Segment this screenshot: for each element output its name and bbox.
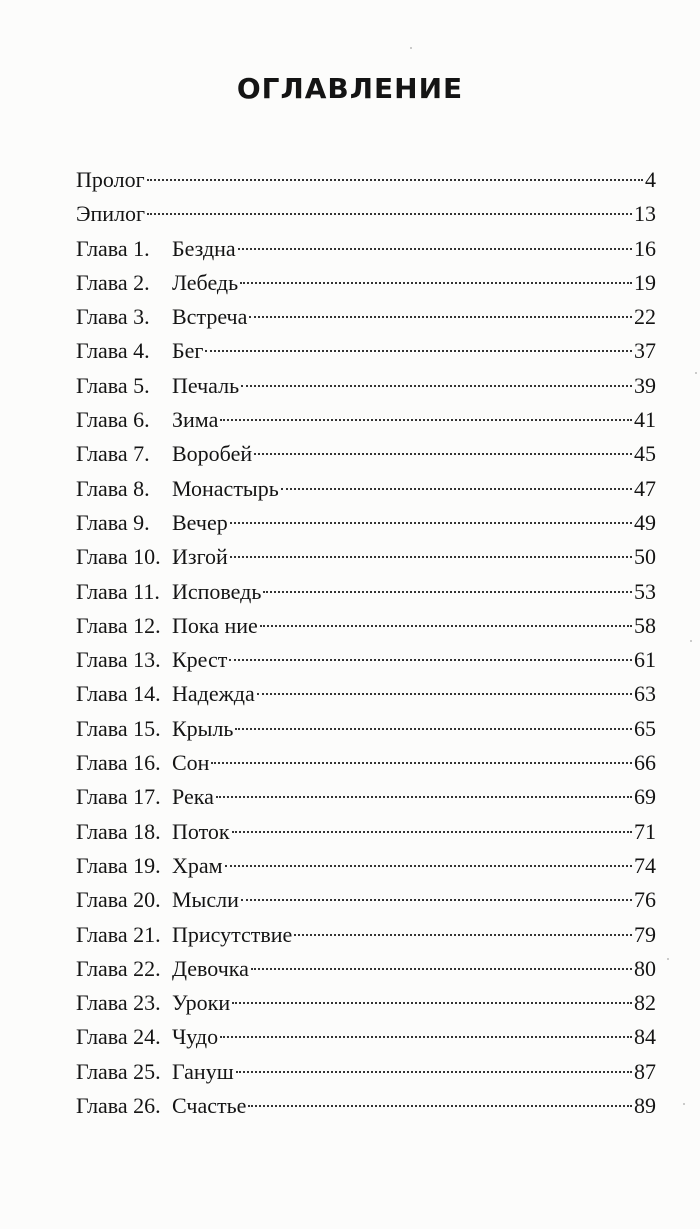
- dot-leader: [147, 213, 632, 215]
- toc-chapter-title: Пока ние: [172, 612, 258, 638]
- toc-chapter-title: Бездна: [172, 235, 236, 261]
- toc-entry: [76, 1055, 656, 1089]
- toc-chapter-title: Река: [172, 784, 214, 810]
- paper-speck: [410, 47, 412, 49]
- toc-chapter-number: Глава 9.: [76, 509, 150, 535]
- toc-page-number: 50: [634, 544, 656, 570]
- toc-chapter-number: Глава 18.: [76, 818, 161, 844]
- toc-entry: [76, 815, 656, 849]
- toc-entry-label: [76, 300, 247, 334]
- toc-chapter-title: Воробей: [172, 441, 253, 467]
- toc-entry: [76, 677, 656, 711]
- toc-chapter-title: Вечер: [172, 509, 228, 535]
- toc-entry-label: [76, 780, 214, 814]
- toc-entry-label: [76, 643, 227, 677]
- dot-leader: [263, 591, 632, 593]
- toc-chapter-number: Глава 16.: [76, 750, 161, 776]
- toc-chapter-number: Глава 26.: [76, 1093, 161, 1119]
- toc-chapter-title: Храм: [172, 852, 223, 878]
- dot-leader: [241, 899, 632, 901]
- dot-leader: [249, 316, 632, 318]
- toc-chapter-number: Глава 15.: [76, 715, 161, 741]
- toc-page-number: 87: [634, 1058, 656, 1084]
- toc-entry-label: [76, 506, 228, 540]
- toc-page-number: 89: [634, 1093, 656, 1119]
- toc-page-number: 74: [634, 852, 656, 878]
- toc-chapter-title: Чудо: [172, 1024, 219, 1050]
- toc-page-number: 80: [634, 955, 656, 981]
- toc-page-number: 39: [634, 372, 656, 398]
- toc-chapter-number: Глава 10.: [76, 544, 161, 570]
- toc-entry-label: [76, 918, 292, 952]
- toc-page-number: 76: [634, 887, 656, 913]
- dot-leader: [260, 625, 632, 627]
- toc-page-number: 66: [634, 750, 656, 776]
- toc-chapter-number: Глава 11.: [76, 578, 160, 604]
- toc-chapter-title: Мысли: [172, 887, 239, 913]
- toc-chapter-number: Глава 23.: [76, 990, 161, 1016]
- toc-page-number: 47: [634, 475, 656, 501]
- toc-page-number: 71: [634, 818, 656, 844]
- toc-chapter-title: Бег: [172, 338, 204, 364]
- dot-leader: [235, 728, 632, 730]
- toc-entry: [76, 952, 656, 986]
- dot-leader: [254, 453, 632, 455]
- toc-entry: [76, 1020, 656, 1054]
- toc-entry-label: [76, 334, 203, 368]
- toc-chapter-number: Глава 5.: [76, 372, 150, 398]
- toc-chapter-title: Крыль: [172, 715, 234, 741]
- toc-chapter-title: Счастье: [172, 1093, 247, 1119]
- toc-entry-label: [76, 609, 258, 643]
- page-title: ОГЛАВЛЕНИЕ: [236, 72, 464, 105]
- toc-page-number: 4: [645, 167, 656, 192]
- toc-page-number: 63: [634, 681, 656, 707]
- dot-leader: [236, 1071, 632, 1073]
- toc-entry: [76, 1089, 656, 1123]
- toc-entry: [76, 437, 656, 471]
- toc-chapter-number: Глава 7.: [76, 441, 150, 467]
- toc-entry-label: [76, 986, 230, 1020]
- dot-leader: [232, 1002, 632, 1004]
- toc-entry: [76, 506, 656, 540]
- toc-page-number: 53: [634, 578, 656, 604]
- dot-leader: [294, 934, 632, 936]
- toc-entry: [76, 266, 656, 300]
- toc-entry: [76, 849, 656, 883]
- toc-chapter-title: Поток: [172, 818, 230, 844]
- toc-page-number: 69: [634, 784, 656, 810]
- toc-chapter-number: Глава 1.: [76, 235, 150, 261]
- toc-page-number: 82: [634, 990, 656, 1016]
- toc-chapter-title: Уроки: [172, 990, 231, 1016]
- toc-entry-label: [76, 952, 249, 986]
- toc-chapter-number: Глава 19.: [76, 852, 161, 878]
- paper-speck: [690, 640, 692, 642]
- toc-chapter-number: Глава 12.: [76, 612, 161, 638]
- toc-page-number: 65: [634, 715, 656, 741]
- toc-entry-label: [76, 163, 145, 197]
- dot-leader: [230, 556, 632, 558]
- toc-chapter-number: Глава 8.: [76, 475, 150, 501]
- dot-leader: [248, 1105, 632, 1107]
- dot-leader: [229, 659, 632, 661]
- toc-chapter-number: Глава 14.: [76, 681, 161, 707]
- toc-page-number: 19: [634, 269, 656, 295]
- toc-entry: [76, 334, 656, 368]
- toc-page-number: 45: [634, 441, 656, 467]
- toc-entry: [76, 918, 656, 952]
- toc-chapter-title: Монастырь: [172, 475, 279, 501]
- toc-entry: [76, 163, 656, 197]
- table-of-contents: [76, 163, 656, 1123]
- toc-page-number: 37: [634, 338, 656, 364]
- toc-entry-label: [76, 746, 209, 780]
- toc-chapter-title: Исповедь: [172, 578, 262, 604]
- dot-leader: [220, 1036, 632, 1038]
- paper-speck: [695, 372, 697, 374]
- toc-entry-label: [76, 232, 236, 266]
- toc-chapter-number: Глава 21.: [76, 921, 161, 947]
- dot-leader: [257, 693, 632, 695]
- dot-leader: [281, 488, 632, 490]
- toc-entry-label: [76, 1055, 234, 1089]
- toc-page-number: 61: [634, 647, 656, 673]
- toc-chapter-number: Глава 20.: [76, 887, 161, 913]
- toc-page-number: 41: [634, 407, 656, 433]
- toc-entry-label: [76, 1020, 218, 1054]
- toc-chapter-title: Печаль: [172, 372, 240, 398]
- toc-entry: [76, 403, 656, 437]
- dot-leader: [220, 419, 632, 421]
- dot-leader: [232, 831, 632, 833]
- toc-entry: [76, 883, 656, 917]
- toc-entry-label: [76, 197, 145, 231]
- toc-chapter-title: Сон: [172, 750, 210, 776]
- toc-entry-label: [76, 849, 223, 883]
- toc-entry-label: [76, 712, 233, 746]
- dot-leader: [240, 282, 632, 284]
- paper-speck: [683, 1103, 685, 1105]
- toc-entry-label: [76, 472, 279, 506]
- toc-entry-label: [76, 677, 255, 711]
- toc-chapter-number: Глава 22.: [76, 955, 161, 981]
- dot-leader: [251, 968, 632, 970]
- toc-page-number: 16: [634, 235, 656, 261]
- toc-entry: [76, 609, 656, 643]
- toc-chapter-number: Глава 25.: [76, 1058, 161, 1084]
- toc-chapter-number: Глава 24.: [76, 1024, 161, 1050]
- toc-entry: [76, 643, 656, 677]
- toc-chapter-number: Эпилог: [76, 201, 146, 227]
- dot-leader: [205, 350, 632, 352]
- toc-entry: [76, 712, 656, 746]
- dot-leader: [241, 385, 632, 387]
- toc-page-number: 84: [634, 1024, 656, 1050]
- toc-chapter-title: Лебедь: [172, 269, 239, 295]
- toc-page-number: 79: [634, 921, 656, 947]
- toc-entry: [76, 369, 656, 403]
- toc-chapter-title: Девочка: [172, 955, 249, 981]
- toc-entry-label: [76, 1089, 246, 1123]
- toc-entry: [76, 746, 656, 780]
- toc-chapter-number: Глава 13.: [76, 647, 161, 673]
- toc-chapter-number: Глава 2.: [76, 269, 150, 295]
- toc-page-number: 22: [634, 304, 656, 330]
- toc-chapter-title: Гануш: [172, 1058, 234, 1084]
- toc-entry: [76, 472, 656, 506]
- toc-chapter-number: Глава 17.: [76, 784, 161, 810]
- dot-leader: [147, 179, 643, 181]
- toc-entry: [76, 540, 656, 574]
- toc-chapter-title: Надежда: [172, 681, 255, 707]
- toc-entry: [76, 575, 656, 609]
- toc-chapter-number: Глава 3.: [76, 304, 150, 330]
- toc-chapter-title: Присутствие: [172, 921, 293, 947]
- toc-entry-label: [76, 437, 252, 471]
- toc-chapter-title: Встреча: [172, 304, 248, 330]
- toc-entry-label: [76, 815, 230, 849]
- toc-entry: [76, 197, 656, 231]
- dot-leader: [238, 248, 632, 250]
- dot-leader: [230, 522, 632, 524]
- toc-chapter-title: Зима: [172, 407, 219, 433]
- toc-entry-label: [76, 403, 218, 437]
- toc-chapter-number: Глава 6.: [76, 407, 150, 433]
- dot-leader: [211, 762, 632, 764]
- toc-entry-label: [76, 540, 228, 574]
- toc-chapter-title: Крест: [172, 647, 228, 673]
- dot-leader: [216, 796, 632, 798]
- paper-speck: [667, 958, 669, 960]
- toc-chapter-number: Глава 4.: [76, 338, 150, 364]
- toc-page-number: 49: [634, 509, 656, 535]
- toc-chapter-number: Пролог: [76, 167, 145, 192]
- toc-page-number: 58: [634, 612, 656, 638]
- toc-entry-label: [76, 369, 239, 403]
- toc-entry-label: [76, 266, 238, 300]
- toc-entry-label: [76, 575, 261, 609]
- toc-chapter-title: Изгой: [172, 544, 228, 570]
- toc-page-number: 13: [634, 201, 656, 227]
- toc-entry: [76, 300, 656, 334]
- toc-entry: [76, 232, 656, 266]
- dot-leader: [225, 865, 632, 867]
- toc-entry: [76, 780, 656, 814]
- toc-entry: [76, 986, 656, 1020]
- toc-entry-label: [76, 883, 239, 917]
